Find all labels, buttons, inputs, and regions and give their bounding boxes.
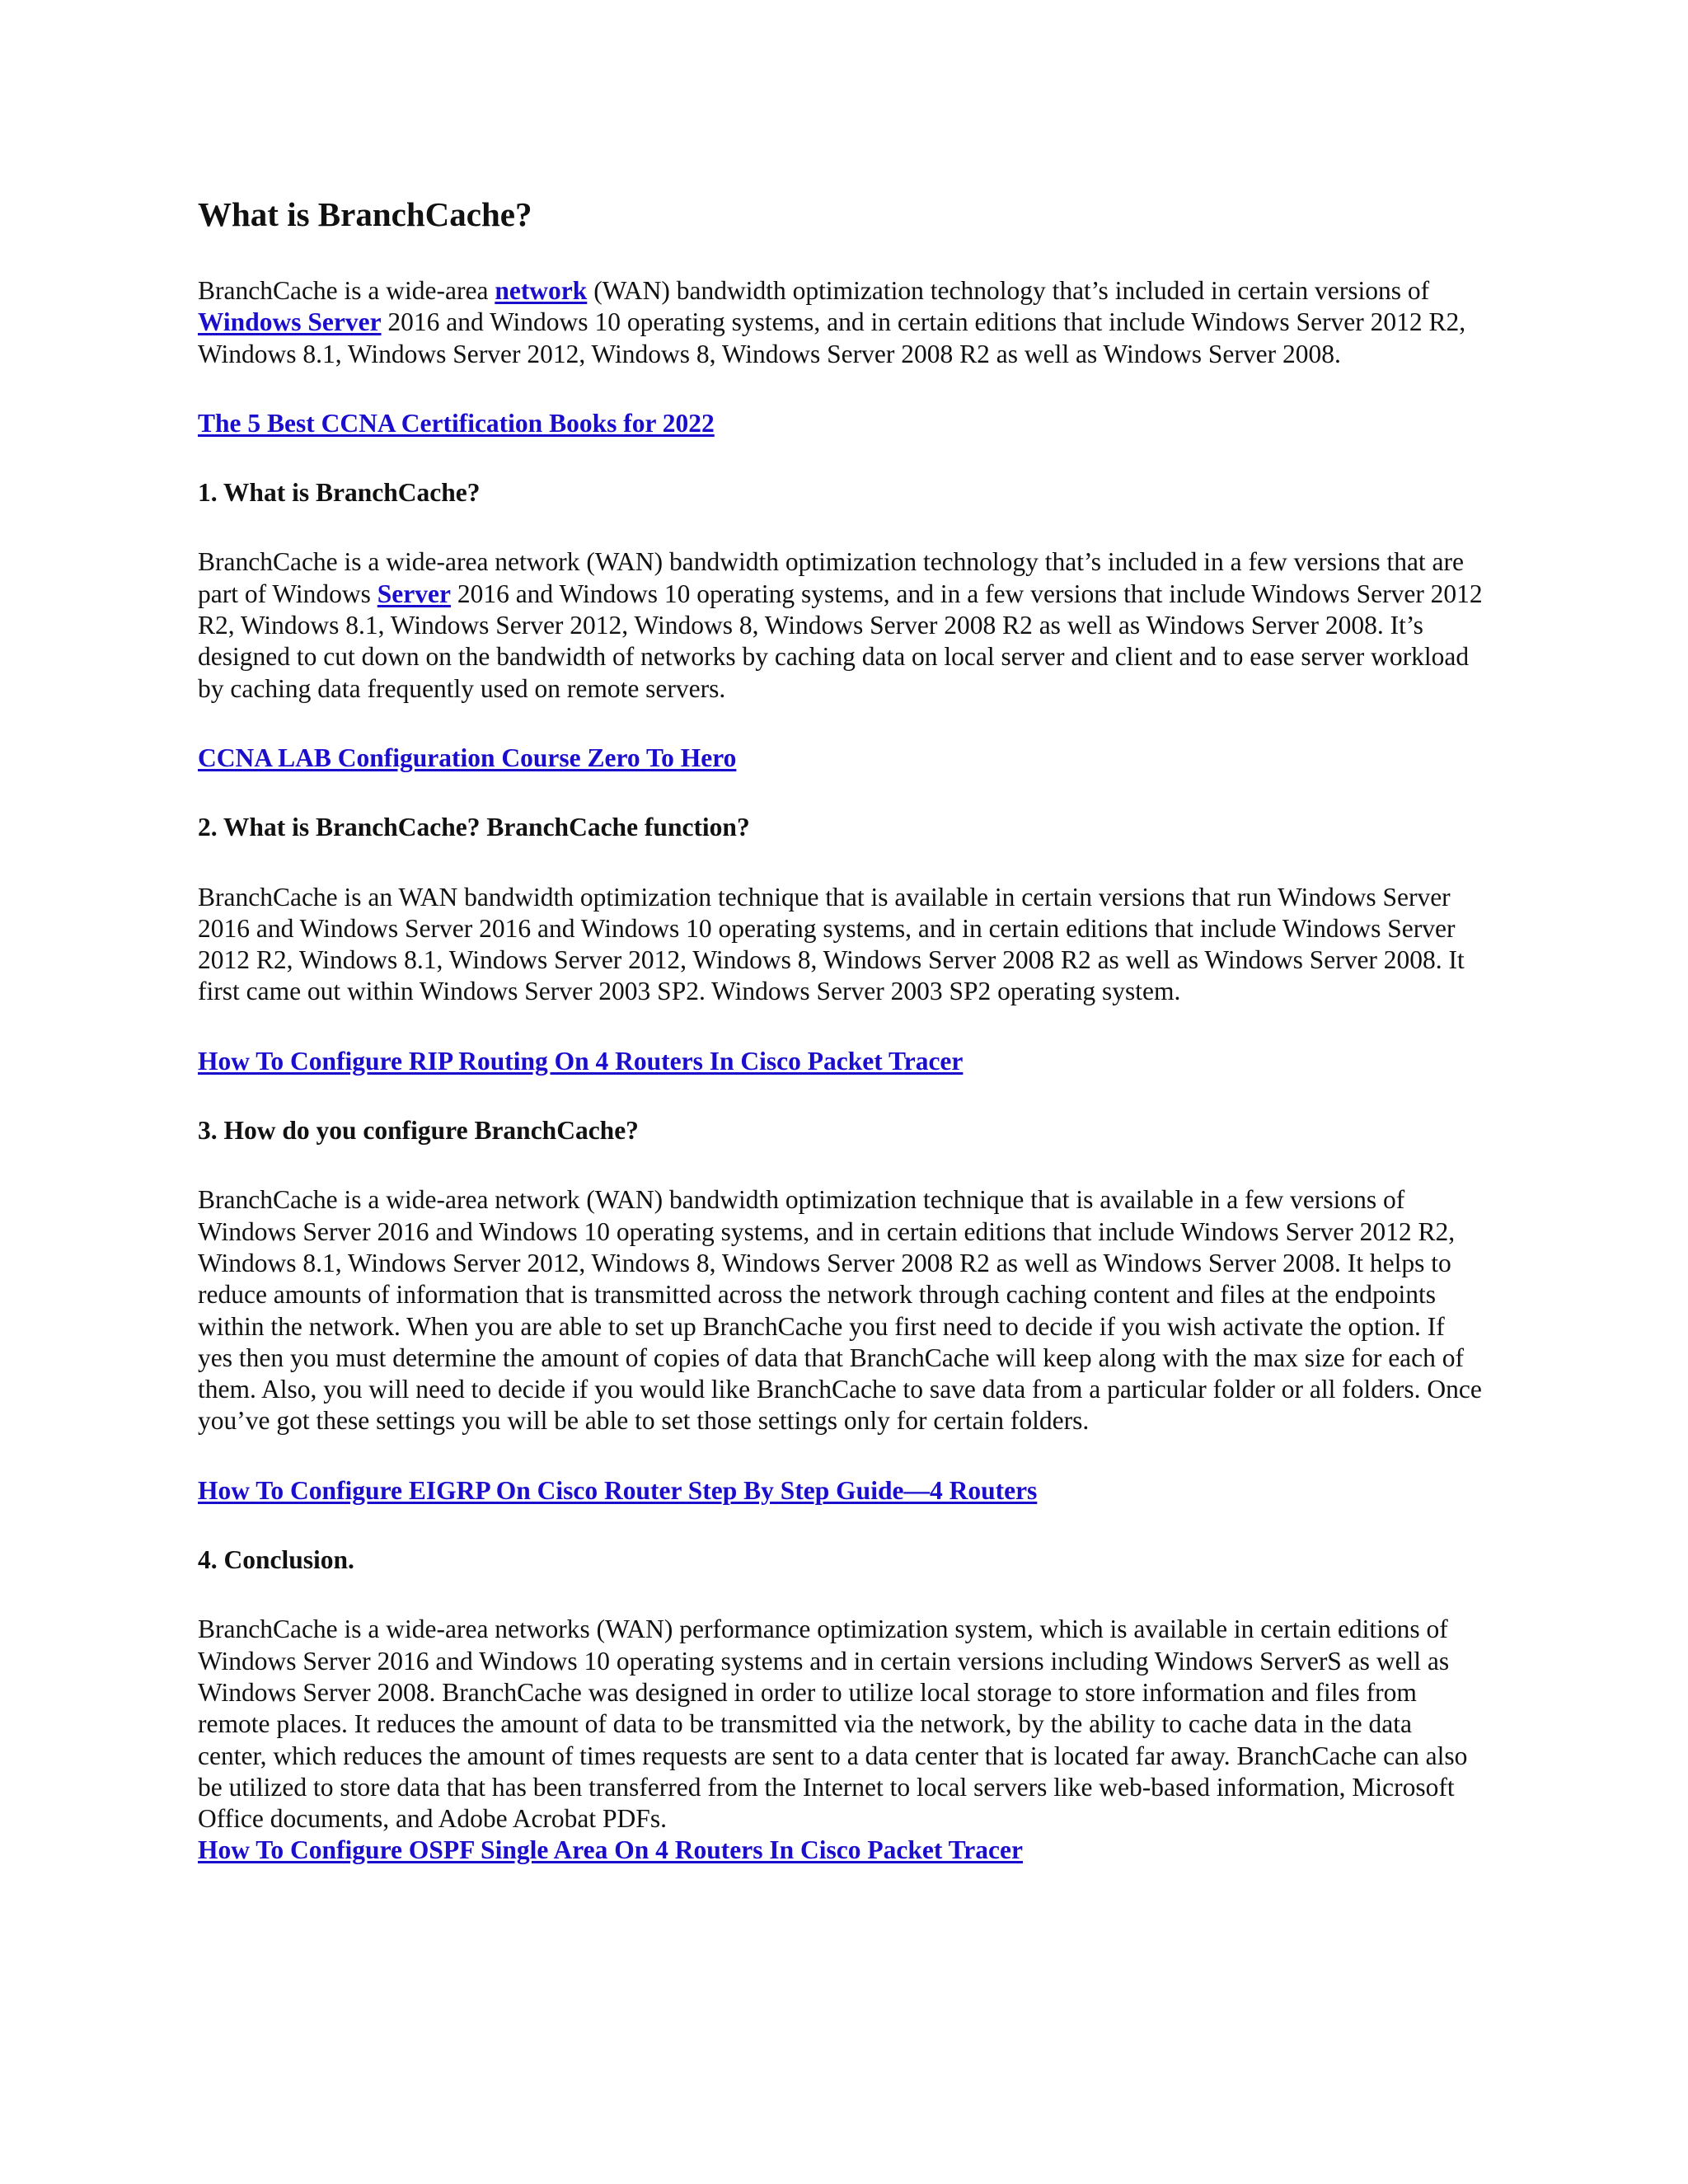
section-3-heading: 3. How do you configure BranchCache? (198, 1116, 639, 1146)
ospf-link[interactable]: How To Configure OSPF Single Area On 4 Routers In Cisco Packet Tracer (198, 1835, 1023, 1865)
eigrp-link-line (198, 1475, 1484, 1507)
section-4-paragraph: BranchCache is a wide-area networks (WAN) performance optimization system, which is available in certain editions of Windows Server 2016 and Windows 10 operating systems and in certain versions including Windows ServerS as well as Windows Server 2008. BranchCache was designed in order to utilize local storage to store information and files from remote places. It reduces the amount of data to be transmitted via the network, by the ability to cache data in the data center, which reduces the amount of times requests are sent to a data center that is located far away. BranchCache can also be utilized to store data that has been transferred from the Internet to local servers like web-based information, Microsoft Office documents, and Adobe Acrobat PDFs. (198, 1615, 1468, 1834)
section-1-heading: 1. What is BranchCache? (198, 478, 481, 508)
ccna-lab-link-line (198, 743, 1484, 774)
section-2-paragraph: BranchCache is an WAN bandwidth optimization technique that is available in certain versions that run Windows Server 2016 and Windows Server 2016 and Windows 10 operating systems, and in certain editions that include Windows Server 2012 R2, Windows 8.1, Windows Server 2012, Windows 8, Windows Server 2008 R2 as well as Windows Server 2008. It first came out within Windows Server 2003 SP2. Windows Server 2003 SP2 operating system. (198, 882, 1465, 1006)
ccna-books-link[interactable]: The 5 Best CCNA Certification Books for 2022 (198, 408, 715, 438)
intro-text-1: BranchCache is a wide-area (198, 276, 495, 305)
ccna-books-link-line (198, 408, 1484, 439)
eigrp-link[interactable]: How To Configure EIGRP On Cisco Router Step By Step Guide—4 Routers (198, 1475, 1038, 1505)
section-2-heading: 2. What is BranchCache? BranchCache function? (198, 813, 750, 842)
section-1-text-1: BranchCache is a wide-area network (WAN) bandwidth optimization technology that’s included in a few versions that are part of Windows (198, 547, 1465, 608)
intro-text-3: 2016 and Windows 10 operating systems, and in certain editions that include Windows Server 2012 R2, Windows 8.1, Windows Server 2012, Windows 8, Windows Server 2008 R2 as well as Windows Server 2008. (198, 307, 1466, 368)
network-link[interactable]: network (495, 276, 588, 305)
server-link[interactable]: Server (377, 579, 451, 608)
section-3-paragraph: BranchCache is a wide-area network (WAN) bandwidth optimization technique that is available in a few versions of Windows Server 2016 and Windows 10 operating systems, and in certain editions that include Windows Server 2012 R2, Windows 8.1, Windows Server 2012, Windows 8, Windows Server 2008 R2 as well as Windows Server 2008. It helps to reduce amounts of information that is transmitted across the network through caching content and files at the endpoints within the network. When you are able to set up BranchCache you first need to decide if you wish activate the option. If yes then you must determine the amount of copies of data that BranchCache will keep along with the max size for each of them. Also, you will need to decide if you would like BranchCache to save data from a particular folder or all folders. Once you’ve got these settings you will be able to set those settings only for certain folders. (198, 1185, 1482, 1436)
ccna-lab-link[interactable]: CCNA LAB Configuration Course Zero To Hero (198, 743, 737, 772)
intro-paragraph (198, 275, 1484, 370)
windows-server-link[interactable]: Windows Server (198, 307, 382, 337)
intro-text-2: (WAN) bandwidth optimization technology that’s included in certain versions of (587, 276, 1430, 305)
rip-routing-link-line (198, 1046, 1484, 1077)
section-1-text-2: 2016 and Windows 10 operating systems, and in a few versions that include Windows Server 2012 R2, Windows 8.1, Windows Server 2012, Windows 8, Windows Server 2008 R2 as well as Windows Server 2008. It’s designed to cut down on the bandwidth of networks by caching data on local server and client and to ease server workload by caching data frequently used on remote servers. (198, 579, 1483, 703)
page-title: What is BranchCache? (198, 195, 532, 233)
section-1-paragraph (198, 546, 1484, 704)
document-page (198, 194, 1484, 1905)
section-4-heading: 4. Conclusion. (198, 1545, 354, 1575)
rip-routing-link[interactable]: How To Configure RIP Routing On 4 Routers In Cisco Packet Tracer (198, 1046, 964, 1076)
ospf-link-line (198, 1835, 1484, 1866)
